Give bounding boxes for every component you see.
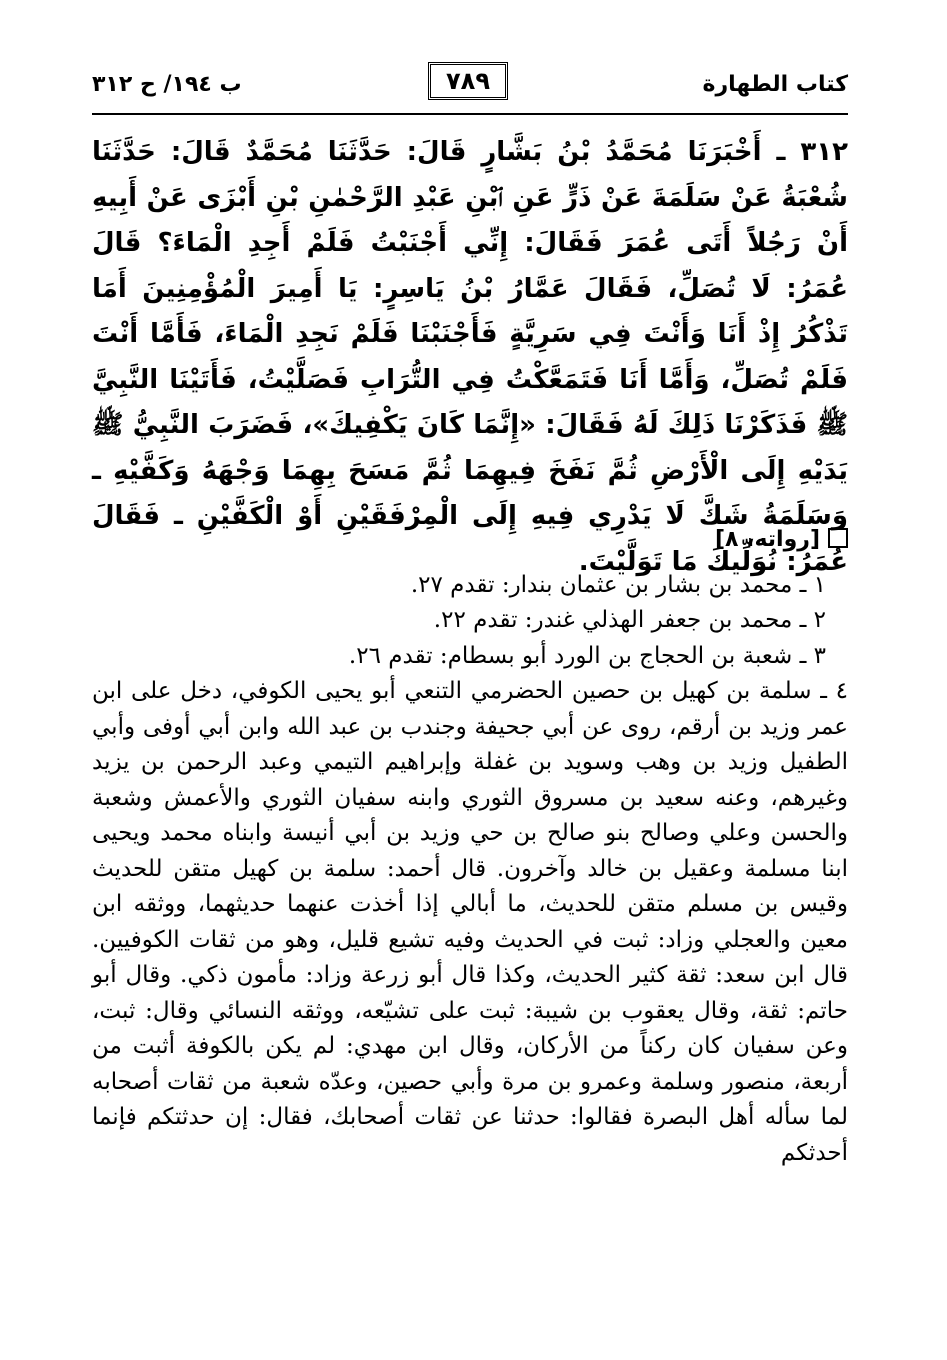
narrator-item: ١ ـ محمد بن بشار بن عثمان بندار: تقدم ٢٧. [410, 571, 826, 598]
hadith-body: أَخْبَرَنَا مُحَمَّدُ بْنُ بَشَّارٍ قَالَ: حَدَّثَنَا مُحَمَّدٌ قَالَ: حَدَّثَنَا شُعْبَةُ عَنْ سَلَمَةَ عَنْ ذَرٍّ عَنِ ٱبْنِ عَبْدِ الرَّحْمٰنِ بْنِ أَبْزَى عَنْ أَبِيهِ أَنْ رَجُلاً أَتَى عُمَرَ فَقَالَ: إِنِّي أَجْنَبْتُ فَلَمْ أَجِدِ الْمَاءَ؟ قَالَ عُمَرُ: لَا تُصَلِّ، فَقَالَ عَمَّارُ بْنُ يَاسِرٍ: يَا أَمِيرَ الْمُؤْمِنِينَ أَمَا تَذْكُرُ إِذْ أَنَا وَأَنْتَ فِي سَرِيَّةٍ فَأَجْنَبْنَا فَلَمْ نَجِدِ الْمَاءَ، فَأَمَّا أَنْتَ فَلَمْ تُصَلِّ، وَأَمَّا أَنَا فَتَمَعَّكْتُ فِي التُّرَابِ فَصَلَّيْتُ، فَأَتَيْنَا النَّبِيَّ ﷺ فَذَكَرْنَا ذَلِكَ لَهُ فَقَالَ: «إِنَّمَا كَانَ يَكْفِيكَ»، فَضَرَبَ النَّبِيُّ ﷺ يَدَيْهِ إِلَى الْأَرْضِ ثُمَّ نَفَخَ فِيهِمَا ثُمَّ مَسَحَ بِهِمَا وَجْهَهُ وَكَفَّيْهِ ـ وَسَلَمَةُ شَكَّ لَا يَدْرِي فِيهِ إِلَى الْمِرْفَقَيْنِ أَوْ الْكَفَّيْنِ ـ فَقَالَ عُمَرُ: نُوَلِّيكَ مَا تَوَلَّيْتَ. [92, 137, 848, 577]
page-header [92, 62, 848, 112]
hadith-reference: ب ١٩٤/ ح ٣١٢ [92, 72, 242, 97]
narrator-item: ٢ ـ محمد بن جعفر الهذلي غندر: تقدم ٢٢. [433, 607, 826, 633]
hadith-text-block [92, 130, 848, 585]
square-bullet-icon [828, 528, 848, 548]
header-divider [92, 113, 848, 115]
hadith-number: ٣١٢ ـ [776, 137, 848, 167]
chapter-title: كتاب الطهارة [702, 72, 848, 97]
narrators-title: [رواته، ٨] [714, 527, 820, 552]
narrator-item: ٣ ـ شعبة بن الحجاج بن الورد أبو بسطام: تقدم ٢٦. [348, 642, 826, 669]
narrator-biography: ٤ ـ سلمة بن كهيل بن حصين الحضرمي التنعي أبو يحيى الكوفي، دخل على ابن عمر وزيد بن أرقم، روى عن أبي جحيفة وجندب بن عبد الله وابن أبي أوفى وأبي الطفيل وزيد بن وهب وسويد بن غفلة وإبراهيم التيمي وعبد الرحمن بن يزيد وغيرهم، وعنه سعيد بن مسروق الثوري وابنه سفيان الثوري والأعمش وشعبة والحسن وعلي وصالح بنو صالح بن حي وزيد بن أبي أنيسة وابناه محمد ويحيى ابنا مسلمة وعقيل بن خالد وآخرون. قال أحمد: سلمة بن كهيل متقن للحديث وقيس بن مسلم متقن للحديث، ما أبالي إذا أخذت عنهما حديثهما، ووثقه ابن معين والعجلي وزاد: ثبت في الحديث وفيه تشيع قليل، وهو من ثقات الكوفيين. قال ابن سعد: ثقة كثير الحديث، وكذا قال أبو زرعة وزاد: مأمون ذكي. وقال أبو حاتم: ثقة، وقال يعقوب بن شيبة: ثبت على تشيّعه، ووثقه النسائي وقال: ثبت، وعن سفيان كان ركناً من الأركان، وقال ابن مهدي: لم يكن بالكوفة أثبت من أربعة، منصور وسلمة وعمرو بن مرة وأبي حصين، وعدّه شعبة من ثقات أصحابه لما سأله أهل البصرة فقالوا: حدثنا عن ثقات أصحابك، فقال: إن حدثتكم فإنما أحدثكم [92, 678, 848, 1166]
page-number: ٧٨٩ [428, 62, 508, 100]
narrators-section [92, 522, 848, 1171]
narrators-heading [92, 522, 848, 558]
